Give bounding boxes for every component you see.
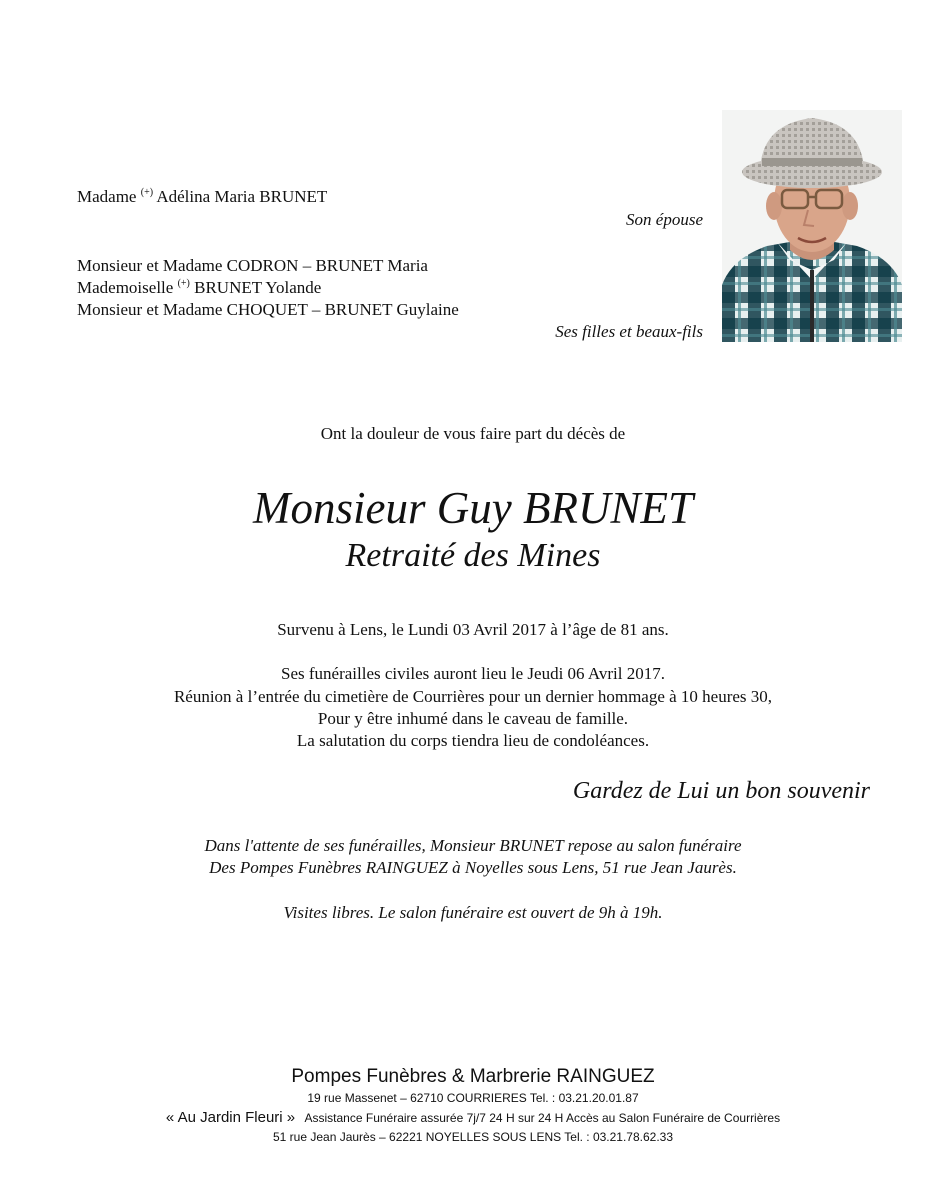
wife-line bbox=[77, 187, 327, 207]
daughter-name: BRUNET Yolande bbox=[194, 278, 322, 297]
visits-line: Visites libres. Le salon funéraire est ouvert de 9h à 19h. bbox=[283, 903, 663, 922]
death-line: Survenu à Lens, le Lundi 03 Avril 2017 à l’âge de 81 ans. bbox=[277, 620, 669, 639]
deceased-title: Retraité des Mines bbox=[345, 537, 601, 574]
announcement-text: Ont la douleur de vous faire part du décès de bbox=[320, 424, 626, 443]
portrait-photo bbox=[722, 110, 902, 342]
deceased-name: Monsieur Guy BRUNET bbox=[253, 483, 693, 533]
daughter-prefix: Mademoiselle bbox=[77, 278, 174, 297]
wife-relation: Son épouse bbox=[626, 210, 703, 229]
funeral-line-2: Réunion à l’entrée du cimetière de Courrières pour un dernier hommage à 10 heures 30, bbox=[173, 687, 773, 706]
funeral-line-1: Ses funérailles civiles auront lieu le Jeudi 06 Avril 2017. bbox=[281, 664, 665, 683]
daughter-line-2 bbox=[77, 278, 321, 298]
footer-jardin: « Au Jardin Fleuri » bbox=[165, 1109, 296, 1126]
daughter-line-1: Monsieur et Madame CODRON – BRUNET Maria bbox=[77, 256, 428, 275]
wife-prefix: Madame bbox=[77, 187, 137, 206]
footer-company: Pompes Funèbres & Marbrerie RAINGUEZ bbox=[291, 1066, 655, 1087]
deceased-mark: (+) bbox=[140, 187, 154, 198]
funeral-line-3: Pour y être inhumé dans le caveau de famille. bbox=[317, 709, 629, 728]
funeral-line-4: La salutation du corps tiendra lieu de condoléances. bbox=[296, 731, 650, 750]
deceased-mark: (+) bbox=[177, 278, 190, 289]
daughters-relation: Ses filles et beaux-fils bbox=[555, 322, 703, 341]
wife-name: Adélina Maria BRUNET bbox=[156, 187, 328, 206]
salon-line-1: Dans l'attente de ses funérailles, Monsieur BRUNET repose au salon funéraire bbox=[204, 836, 742, 855]
footer-services-line bbox=[0, 1109, 946, 1126]
footer-address-2: 51 rue Jean Jaurès – 62221 NOYELLES SOUS LENS Tel. : 03.21.78.62.33 bbox=[272, 1130, 674, 1144]
footer-address-1: 19 rue Massenet – 62710 COURRIERES Tel. : 03.21.20.01.87 bbox=[307, 1091, 639, 1105]
footer-services: Assistance Funéraire assurée 7j/7 24 H sur 24 H Accès au Salon Funéraire de Courrières bbox=[304, 1111, 781, 1125]
daughter-line-3: Monsieur et Madame CHOQUET – BRUNET Guylaine bbox=[77, 300, 459, 319]
memory-quote: Gardez de Lui un bon souvenir bbox=[572, 778, 870, 804]
salon-line-2: Des Pompes Funèbres RAINGUEZ à Noyelles sous Lens, 51 rue Jean Jaurès. bbox=[209, 858, 737, 877]
